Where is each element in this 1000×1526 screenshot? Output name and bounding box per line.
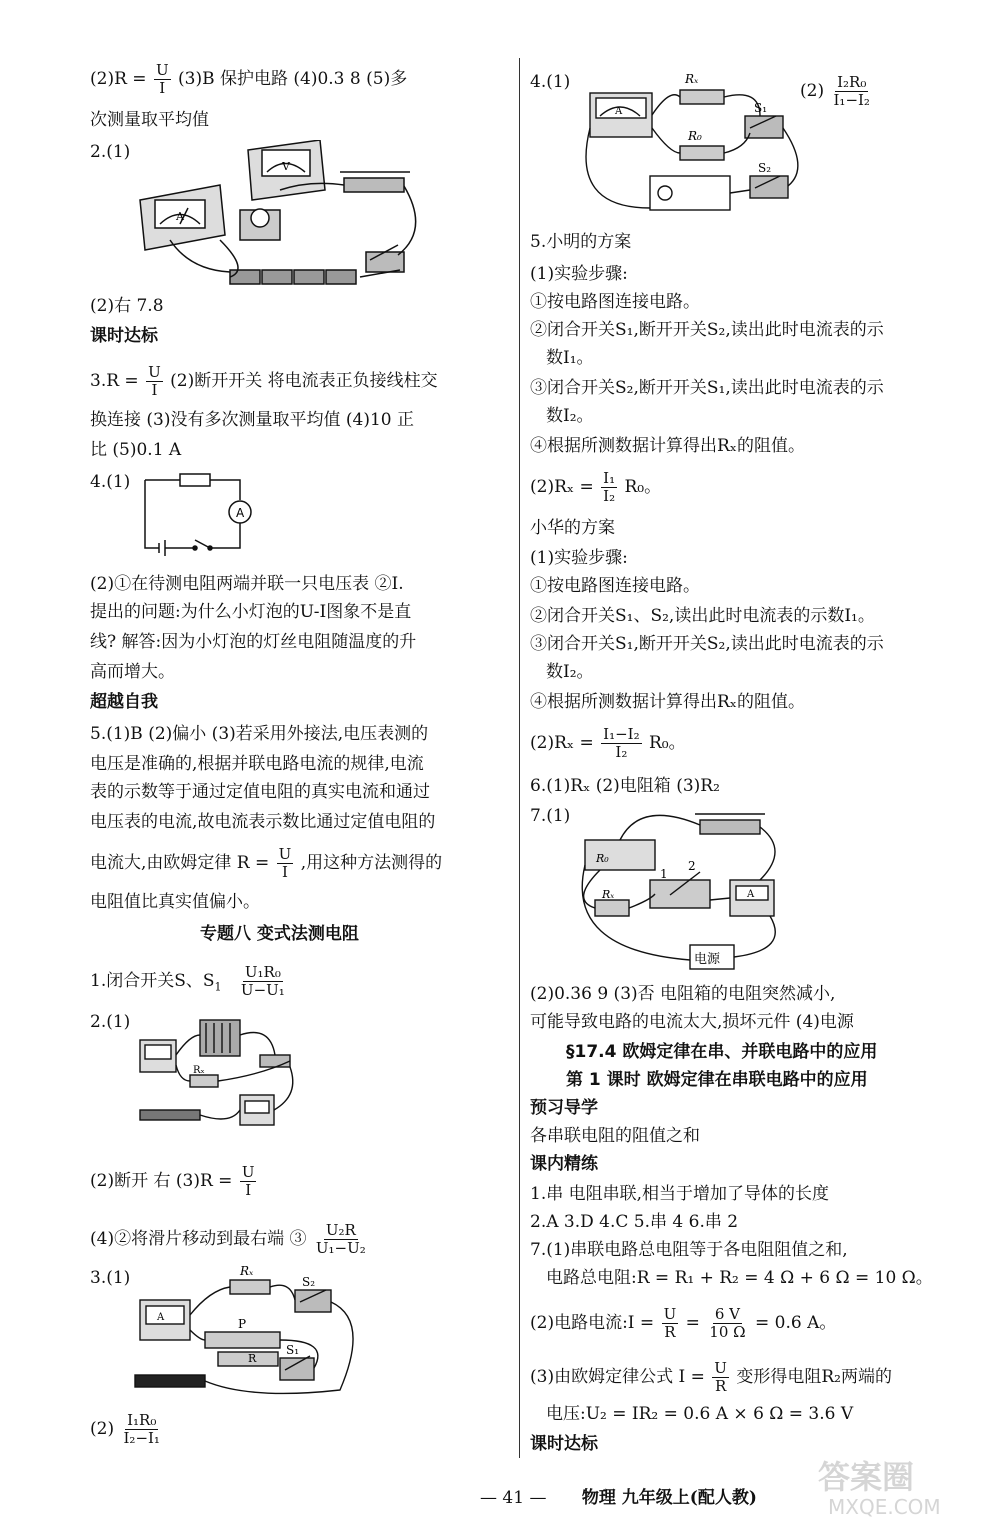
power-source-label: 电源 [694, 952, 721, 967]
section-heading: 预习导学 [530, 1098, 598, 1118]
answer-line: ③闭合开关S₂,断开开关S₁,读出此时电流表的示 [530, 378, 884, 398]
circuit-figure-7-1 [570, 800, 800, 980]
answer-line: 2.A 3.D 4.C 5.串 4 6.串 2 [530, 1212, 739, 1232]
answer-line: (2)Rₓ = $\frac{\text{I₁}}{\text{I₂}}$ R₀。 [530, 469, 662, 505]
voltmeter-label: V [282, 160, 290, 173]
formula-fraction: $\frac{U}{I}$ [241, 1163, 255, 1199]
r0-label: R₀ [596, 852, 609, 865]
s1-label: S₁ [286, 1343, 300, 1357]
answer-line: 数I₂。 [546, 406, 594, 426]
book-subject: 物理 九年级上(配人教) [581, 1488, 757, 1508]
site-watermark [808, 1450, 993, 1520]
formula-fraction: $\frac{\text{I₁−I₂}}{\text{I₂}}$ [603, 725, 640, 761]
answer-line: 5.(1)B (2)偏小 (3)若采用外接法,电压表测的 [90, 724, 429, 744]
answer-line: 次测量取平均值 [90, 110, 209, 130]
answer-line: 提出的问题:为什么小灯泡的U-I图象不是直 [90, 602, 412, 622]
switch-pos-2: 2 [688, 859, 696, 873]
answer-line: 线? 解答:因为小灯泡的灯丝电阻随温度的升 [90, 632, 417, 652]
answer-line: 电阻值比真实值偏小。 [90, 892, 260, 912]
answer-line: 1.串 电阻串联,相当于增加了导体的长度 [530, 1184, 830, 1204]
topic-heading: 专题八 变式法测电阻 [200, 924, 359, 944]
answer-line: 7.(1) [530, 806, 571, 826]
answer-line: 电流大,由欧姆定律 R = $\frac{U}{I}$ ,用这种方法测得的 [90, 845, 443, 881]
lesson-title: 第 1 课时 欧姆定律在串联电路中的应用 [566, 1070, 868, 1090]
answer-line: 各串联电阻的阻值之和 [530, 1126, 700, 1146]
answer-line: 高而增大。 [90, 662, 175, 682]
answer-line: (3)由欧姆定律公式 I = $\frac{U}{R}$ 变形得电阻R₂两端的 [530, 1359, 892, 1395]
answer-line: (2)右 7.8 [90, 296, 164, 316]
formula-fraction: $\frac{U}{I}$ [155, 61, 169, 97]
answer-line: (4)②将滑片移动到最右端 ③ $\frac{\text{U₂R}}{\text{U₁−U₂}}$ [90, 1221, 366, 1257]
rx-label: Rₓ [685, 72, 699, 86]
rx-label: Rₓ [240, 1264, 254, 1278]
answer-line: 3.(1) [90, 1268, 131, 1288]
answer-line: 表的示数等于通过定值电阻的真实电流和通过 [90, 782, 430, 802]
answer-line: ④根据所测数据计算得出Rₓ的阻值。 [530, 436, 806, 456]
answer-line: ①按电路图连接电路。 [530, 292, 700, 312]
svg-text:MXQE.COM: MXQE.COM [828, 1495, 941, 1519]
section-title: §17.4 欧姆定律在串、并联电路中的应用 [566, 1042, 878, 1062]
answer-line: 小华的方案 [530, 518, 615, 538]
answer-line: 电路总电阻:R = R₁ + R₂ = 4 Ω + 6 Ω = 10 Ω。 [546, 1268, 933, 1288]
formula-fraction: $\frac{U}{I}$ [148, 363, 161, 399]
page-number: — 41 — [480, 1488, 547, 1508]
page-footer [480, 1483, 757, 1508]
answer-line: ④根据所测数据计算得出Rₓ的阻值。 [530, 692, 806, 712]
formula-fraction: $\frac{6 V}{10 \Omega}$ [709, 1305, 746, 1341]
answer-line: 电压是准确的,根据并联电路电流的规律,电流 [90, 754, 424, 774]
answer-line: (2)0.36 9 (3)否 电阻箱的电阻突然减小, [530, 984, 836, 1004]
ammeter-label: A [157, 1312, 165, 1323]
section-heading: 课时达标 [90, 326, 158, 346]
answer-line: (1)实验步骤: [530, 548, 628, 568]
answer-line: 电压:U₂ = IR₂ = 0.6 A × 6 Ω = 3.6 V [546, 1404, 854, 1424]
column-divider [519, 58, 520, 1458]
answer-line: 6.(1)Rₓ (2)电阻箱 (3)R₂ [530, 776, 720, 796]
answer-line: (1)实验步骤: [530, 264, 628, 284]
s2-label: S₂ [302, 1275, 316, 1289]
ammeter-symbol-label: A [236, 506, 245, 520]
answer-line: 数I₁。 [546, 348, 594, 368]
answer-line: 4.(1) [530, 72, 571, 92]
formula-fraction: $\frac{\text{U₂R}}{\text{U₁−U₂}}$ [315, 1221, 366, 1257]
answer-line: (2)Rₓ = $\frac{\text{I₁−I₂}}{\text{I₂}}$ R₀。 [530, 725, 686, 761]
switch-pos-1: 1 [660, 867, 668, 881]
answer-line: 3.R = $\frac{U}{I}$ (2)断开开关 将电流表正负接线柱交 [90, 363, 438, 399]
formula-fraction: $\frac{U}{I}$ [278, 845, 292, 881]
r-label: R [248, 1352, 257, 1365]
circuit-figure-3-1 [130, 1260, 390, 1400]
formula-fraction: $\frac{\text{U₁R₀}}{\text{U−U₁}}$ [240, 963, 285, 999]
formula-fraction: $\frac{U}{R}$ [663, 1305, 677, 1341]
answer-line: ①按电路图连接电路。 [530, 576, 700, 596]
circuit-figure-4-1 [570, 68, 820, 223]
rx-label: Rₓ [602, 888, 615, 901]
answer-line: (2)R = $\frac{U}{I}$ (3)B 保护电路 (4)0.3 8 (5)多 [90, 61, 408, 97]
answer-line: ②闭合开关S₁、S₂,读出此时电流表的示数I₁。 [530, 606, 875, 626]
answer-line: 2.(1) [90, 1012, 131, 1032]
answer-line: 比 (5)0.1 A [90, 440, 182, 460]
circuit-figure-2-1 [130, 140, 470, 290]
ammeter-label: A [747, 889, 755, 900]
r0-label: R₀ [688, 129, 702, 143]
formula-fraction: $\frac{U}{R}$ [714, 1359, 727, 1395]
ammeter-label: A [615, 106, 623, 117]
answer-line: 数I₂。 [546, 662, 594, 682]
answer-line: 7.(1)串联电路总电阻等于各电阻阻值之和, [530, 1240, 848, 1260]
answer-line: 可能导致电路的电流太大,损坏元件 (4)电源 [530, 1012, 854, 1032]
circuit-figure-2-1b [130, 1015, 310, 1145]
slider-p-label: P [238, 1317, 247, 1331]
answer-line: (2) $\frac{\text{I₁R₀}}{\text{I₂−I₁}}$ [90, 1411, 160, 1447]
formula-fraction: $\frac{\text{I₁}}{\text{I₂}}$ [603, 469, 616, 505]
answer-line: 电压表的电流,故电流表示数比通过定值电阻的 [90, 812, 436, 832]
section-heading: 课内精练 [530, 1154, 598, 1174]
answer-line: 2.(1) [90, 142, 131, 162]
answer-line: (2) $\frac{\text{I₂R₀}}{\text{I₁−I₂}}$ [800, 73, 870, 109]
ammeter-label: A [176, 210, 184, 223]
answer-line: (2)电路电流:I = $\frac{U}{R}$ = $\frac{6 V}{10 \Omega}$ = 0.6 A。 [530, 1305, 837, 1341]
answer-line: 5.小明的方案 [530, 232, 632, 252]
answer-line: ②闭合开关S₁,断开开关S₂,读出此时电流表的示 [530, 320, 884, 340]
answer-line: (2)断开 右 (3)R = $\frac{U}{I}$ [90, 1163, 255, 1199]
section-heading: 超越自我 [90, 692, 158, 712]
answer-line: (2)①在待测电阻两端并联一只电压表 ②I. [90, 574, 404, 594]
svg-text:答案圈: 答案圈 [818, 1458, 915, 1496]
rx-label: Rₓ [193, 1065, 205, 1076]
formula-fraction: $\frac{\text{I₁R₀}}{\text{I₂−I₁}}$ [123, 1411, 160, 1447]
answer-line: 换连接 (3)没有多次测量取平均值 (4)10 正 [90, 410, 415, 430]
answer-line: 4.(1) [90, 472, 131, 492]
s1-label: S₁ [754, 101, 768, 115]
answer-line: ③闭合开关S₁,断开开关S₂,读出此时电流表的示 [530, 634, 884, 654]
s2-label: S₂ [758, 161, 772, 175]
section-heading: 课时达标 [530, 1434, 598, 1454]
circuit-diagram-4-1 [140, 470, 320, 560]
formula-fraction: $\frac{\text{I₂R₀}}{\text{I₁−I₂}}$ [833, 73, 870, 109]
answer-line: 1.闭合开关S、$S_1$ $\frac{\text{U₁R₀}}{\text{U−U₁}}$ [90, 963, 285, 999]
